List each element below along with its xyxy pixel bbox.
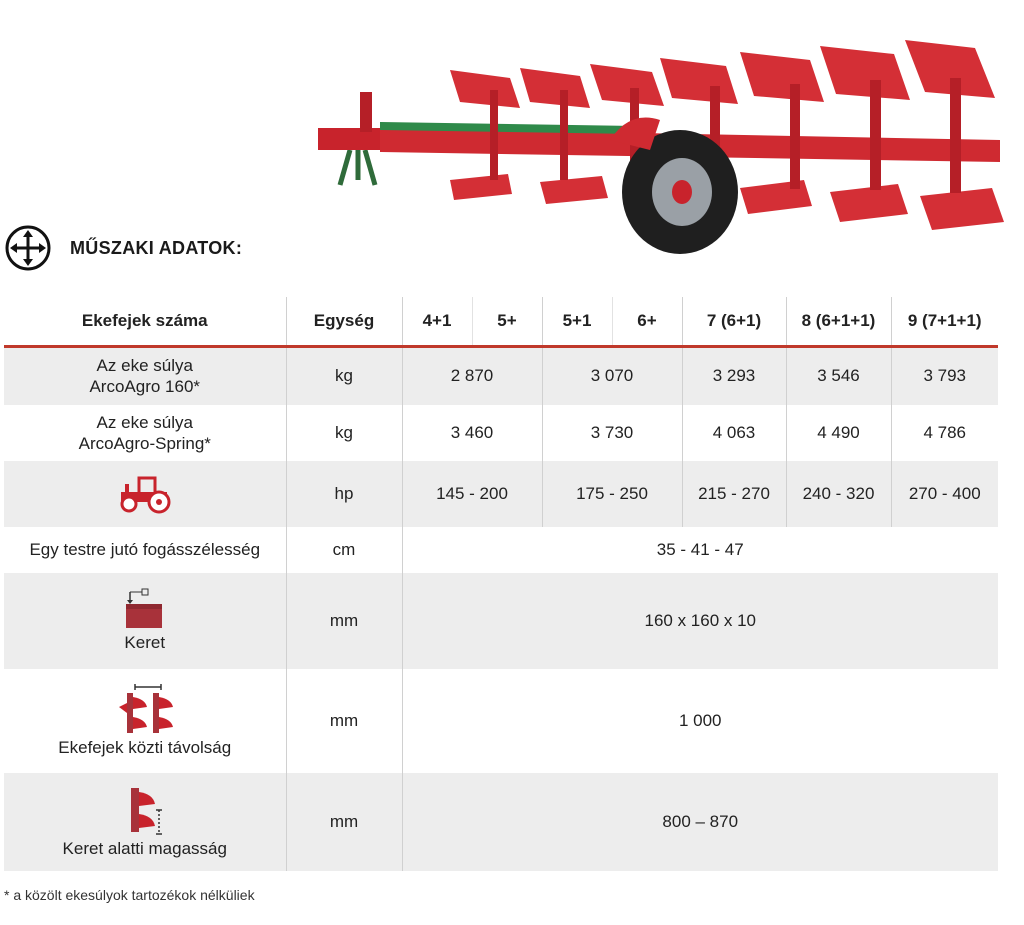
table-row xyxy=(4,573,998,669)
footnote: * a közölt ekesúlyok tartozékok nélküliek xyxy=(4,887,255,903)
row-unit: kg xyxy=(286,405,402,461)
cell-value: 4 786 xyxy=(923,422,967,442)
table-row xyxy=(4,405,998,461)
cell-value: 1 000 xyxy=(678,710,722,730)
row-label: Egy testre jutó fogásszélesség xyxy=(4,527,286,573)
cell-value: 3 070 xyxy=(542,347,682,405)
cell-value: 2 870 xyxy=(402,347,542,405)
table-row xyxy=(4,461,998,527)
row-label: Keret xyxy=(4,573,286,669)
header-model: 6+ xyxy=(612,297,682,347)
header-model: 4+1 xyxy=(402,297,472,347)
table-row xyxy=(4,527,998,573)
row-label: Keret alatti magasság xyxy=(4,773,286,871)
table-row xyxy=(4,773,998,871)
cell-value: 240 - 320 xyxy=(786,461,891,527)
body-spacing-icon xyxy=(115,683,175,737)
cell-value: 35 - 41 - 47 xyxy=(656,539,744,559)
row-label: Ekefejek közti távolság xyxy=(4,669,286,773)
cell-value: 800 – 870 xyxy=(662,811,739,831)
specifications-table xyxy=(4,297,998,871)
row-unit: kg xyxy=(286,347,402,405)
cell-value: 215 - 270 xyxy=(682,461,786,527)
frame-clearance-icon xyxy=(123,784,167,838)
cell-value: 4 490 xyxy=(786,405,891,461)
header-unit: Egység xyxy=(286,297,402,347)
cell-value: 3 793 xyxy=(923,366,967,386)
cell-value: 3 293 xyxy=(682,347,786,405)
table-row xyxy=(4,669,998,773)
header-model: 9 (7+1+1) xyxy=(891,297,998,347)
row-unit: mm xyxy=(286,773,402,871)
header-model: 5+1 xyxy=(542,297,612,347)
tractor-icon xyxy=(115,474,175,514)
cell-value: 3 460 xyxy=(402,405,542,461)
header-model: 8 (6+1+1) xyxy=(786,297,891,347)
header-model: 5+ xyxy=(472,297,542,347)
header-model: 7 (6+1) xyxy=(682,297,786,347)
cell-value: 3 730 xyxy=(542,405,682,461)
reversible-plough-image xyxy=(310,30,1010,270)
cell-value: 145 - 200 xyxy=(402,461,542,527)
cell-value: 3 546 xyxy=(786,347,891,405)
cell-value: 270 - 400 xyxy=(908,483,981,503)
table-row xyxy=(4,347,998,405)
row-label: Az eke súlya ArcoAgro-Spring* xyxy=(4,405,286,461)
row-unit: mm xyxy=(286,573,402,669)
header-body-count: Ekefejek száma xyxy=(4,297,286,347)
row-label: Az eke súlya ArcoAgro 160* xyxy=(4,347,286,405)
cell-value: 160 x 160 x 10 xyxy=(644,610,757,630)
row-unit: hp xyxy=(286,461,402,527)
four-arrows-move-icon xyxy=(4,224,52,272)
section-title: MŰSZAKI ADATOK: xyxy=(70,237,243,258)
row-unit: mm xyxy=(286,669,402,773)
row-label xyxy=(4,461,286,527)
row-unit: cm xyxy=(286,527,402,573)
table-header-row xyxy=(4,297,998,347)
section-heading xyxy=(4,224,242,272)
cell-value: 4 063 xyxy=(682,405,786,461)
cell-value: 175 - 250 xyxy=(542,461,682,527)
frame-section-icon xyxy=(120,588,170,632)
